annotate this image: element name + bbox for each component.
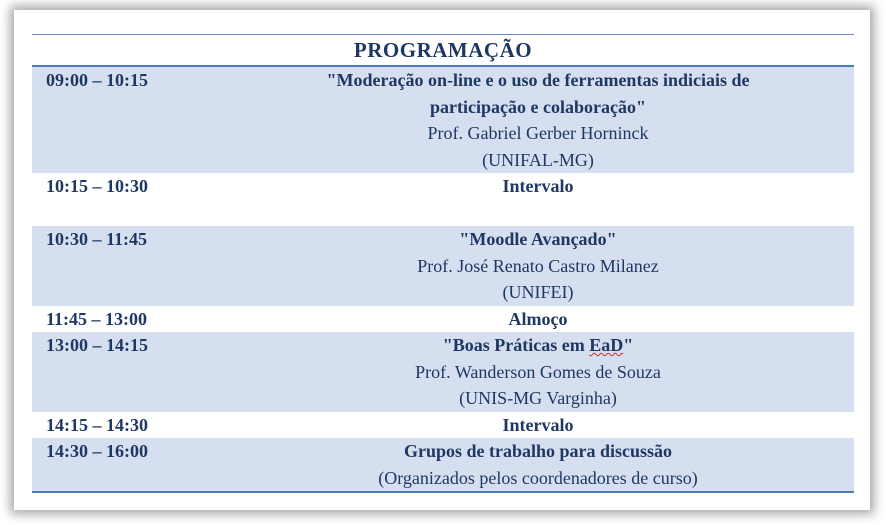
speaker-name: Prof. Wanderson Gomes de Souza <box>415 361 661 382</box>
time-slot: 14:30 – 16:00 <box>46 441 148 461</box>
speaker-institution: (UNIS-MG Varginha) <box>459 388 617 408</box>
session-title: Grupos de trabalho para discussão <box>403 441 673 461</box>
schedule-row <box>32 67 854 173</box>
speaker-institution: (UNIFEI) <box>502 282 574 302</box>
session-details <box>222 226 854 306</box>
session-details <box>222 173 854 226</box>
break-label: Intervalo <box>502 176 574 196</box>
time-slot: 10:30 – 11:45 <box>46 229 147 249</box>
table-bottom-border <box>32 491 854 493</box>
schedule-row <box>32 412 854 439</box>
session-title: "Moodle Avançado" <box>459 229 617 249</box>
session-details <box>222 412 854 439</box>
session-details <box>222 438 854 491</box>
lunch-label: Almoço <box>508 308 568 329</box>
spellcheck-flagged-word: EaD <box>589 335 624 355</box>
session-title-suffix: " <box>623 335 634 355</box>
speaker-name: Prof. José Renato Castro Milanez <box>417 255 659 276</box>
session-details <box>222 306 854 333</box>
schedule-title: PROGRAMAÇÃO <box>32 34 854 67</box>
time-slot: 09:00 – 10:15 <box>46 70 148 90</box>
time-slot: 11:45 – 13:00 <box>46 308 147 329</box>
session-note: (Organizados pelos coordenadores de curso) <box>378 467 698 488</box>
schedule-row <box>32 173 854 226</box>
schedule-row <box>32 306 854 333</box>
speaker-name: Prof. Gabriel Gerber Horninck <box>427 123 649 143</box>
session-details <box>222 332 854 412</box>
time-slot: 13:00 – 14:15 <box>46 335 148 355</box>
session-title <box>222 332 854 359</box>
schedule-table <box>32 34 854 493</box>
session-title-line: "Moderação on-line e o uso de ferramentas indiciais de <box>326 70 750 90</box>
session-details <box>222 67 854 173</box>
session-title-prefix: "Boas Práticas em <box>442 335 590 355</box>
break-label: Intervalo <box>502 414 574 435</box>
schedule-row <box>32 226 854 306</box>
time-slot: 10:15 – 10:30 <box>46 176 148 196</box>
time-slot: 14:15 – 14:30 <box>46 414 148 435</box>
session-title-line: participação e colaboração" <box>430 96 646 117</box>
schedule-row <box>32 332 854 412</box>
schedule-row <box>32 438 854 491</box>
speaker-institution: (UNIFAL-MG) <box>482 149 594 170</box>
